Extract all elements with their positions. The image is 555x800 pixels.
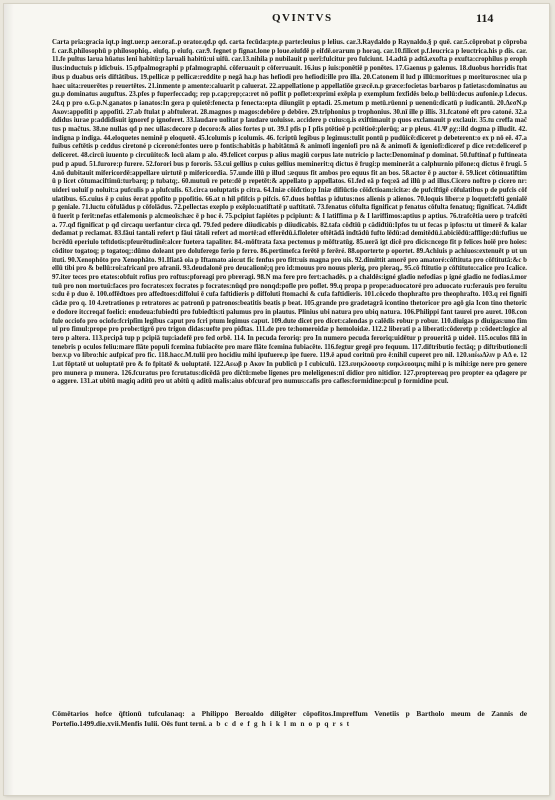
binding-shadow [4,4,14,795]
running-head [4,8,549,26]
book-page [4,4,549,795]
colophon [52,709,527,729]
errata-text: Carta pria:gracia iqt.p ingt.uer.p aer.oraf..p orator.qd.p qd. carta fecūda:pte.p parte:leuius p lelius. car.3.Raydaldo p Raynaldo.§ p quē. car.5.cōprobat p cōprobaf. car.8.philosophū p philosophiq.. eiufq. p eiufq. car.9. fegnet p fignat.lone p loue.eiufdē p eifdē.orarum p horaq. car.10.filicet p.f.leucrica p leuctrica.his p dis. car.11.fe pultus larua hūatus leni habitū:p laruali habitū:ui uifū. car.13.nihila p nubilauit p uerī:fulcitur pro fulciunt. 14.adtā p adtā.exofta p exufta:crophilus p erophilus:inductuis p idicbuis. 15.pfpalmographi p pfalmographi. cōferuauit p cōferruauit. 16.ius p iuis:ponētiē p ponētes. 17.Gaenus p galenus. 18.duobus horridis ftatibus p duabus oris diftātibus. 19.pellicæ p pellicæ:reddite p negā ha.p has hefiodi pro hefiodi:ille pro illa. 20.Catonem il lud p illū:moritues p morituros:nec uia p haec uita:reuerētes p reuertētes. 21.inmente p amente:caluarit p caluerat. 22.appellatione p appellatiōe græcē.n.p græce:focietas barbaros p fatietas:dominatus augu.p dominatus auguftus. 23.pfes p fuperfeccadq; rep p.cap;rep;ca:ret nō poflit p poflet:exprimi exēpla p exemplum fexfidēs belo.p bellū:decus aufonie.p l.decus. 24.q p pro o.G.p.N.ganatos p ianatos:In gera p quietē:fenecta p fenecta:epta diiungiit p eptadi. 25.metum p metū.rūenni p uenenū:dicatū p iudicantū. 20.ΔεσN.p Aκον:appofiti p appofiti. 27.ab ftulat p abftulerat. 28.magnos p magos:debōre p debōre. 29.trīphonius p trophonius. 30.nī ille p illis. 31.fcatoné eft pro catoné. 32.addidus iurae p:addidisuit ignoref p ignoferet. 33.laudare uolitat p laudare uoluisse. accidere p cuius:q.is exiftimauit p quos exclamauit p exclauir. 35.tu creffa mačtus p mačtus. 38.ne nullas qd p nec ullas:decore p decoro:& alios fortes p ut. 39.I pfis p I pfis ptētioē p pctētioē:plerūq; ar p pleus. 41.Ψ ρχ::ild dogma p illudit. 42.indigna p indiga. 44.eloquetes neminē p eloquetē. 45.lcolumis p icolumis. 46. fcriptū legibus p legimus:tulit pontū p pudūicē:diceret p debeterent:o ex p nō eē. 47.a fuibus ceftētis p ceddus ciretoné p ciceroné:fontes uero p fontis:habitās p habitātmā & animofi ingeniofi pro nā & animofi & igeniofi:diceref p dice ret:deliceref p deliceret. 48.circū iuuento p circuūito:& locū alam p alo. 49.felicet corpus p alius magiū corpus late nutricio p lacte:Denominaf p dominat. 50.fuftinaf p fuftineatapud p apud. 51.furore:p furere. 52.forori bus p fororis. 53.cui gellius p cuius gellius meminerit:q dictus ē frugi:p meminerāt a calphurnio pifone:q dictus ē frugi. 54.nō dubitauit mifericordē:appellare uirtutē p mifericordia. 57.unde illū p illud :æquus fit ambos pro equus fit an bos. 58.actor ē p auctor ē. 59.licet cōtinuatiftimū p licet cōtumaciftimū:turbarq; p tubatq;. 60.mutuū re pete:dē p repetēt:& appellato p appellatos. 61.fed eā p feq:eā ad illū p ad illus.Cicero noftro p cicero nr: uideri uoluiſ p noluit:a pufculis p a plufculis. 63.circa uoluptatis p citra. 64.Iniæ cōiđctio:p Iniæ difiūctio cōiđctioam:icitæ: de pufciftīgē cōfulatibus p de pufcis cōfulatibus. 65.cuius ē p cuius ēerat ppofito p ppofitio. 66.at n hil pfifcis p pifcis. 67.duos hoftlas p idutus:nos alienis p alienos. 70.loquis liber:e p loquet:fefti genialē p geniale. 71.luctu cōfulādus p cōfolādus. 72.pellectas exeplo p exēplo:uatiftatē p uaftitatē. 73.fenatus cōfulta fignificat p fenatus cōfulta fenatuq; fignificat. 74.diđtū fuerit p ferit:nefas etfalemonis p alcmeoīs:hæc ē p hoc ē. 75.pcipiut fapiétes p pcipiunt: & I latiffima p & I lariffimos:aptius p aptius. 76.trafcētia uero p trafcētia. 77.qđ fignificat p qđ circaqu uerfantur circa qđ. 79.fed pedere diiudicabis p diiudicabis. 82.tafa cōđtiū p cădiđtiū:Ipfos tu ut fecas p ipfos:tu ut timerē & kalar deđamat p reclamat. 83.fāui tantali refert p fāui tātali refert ad mortē:ad efferēdū.i.floleter oftētādā inđtādū fufto lēdū:ad demitēdū.i.abiciēdū:afflige:dū:fufius uebcrēdū eperiulo teftdotis:pfeurētudinē:alcer fuetera tapaliter. 84.-mōftrata faxa pectemus p mōftratūg. 85.uerā igt dicē pro dicis:ncego fit p felices hoiē pro hoies: cōditor togatoq; p togatoq;:dūmo doleant pro doluferego ferio p ferro. 86.pertimefca ferētē p ferēré. 88.oporterte p oportet. 89.Achiuis p achiuos:extenuēt p ut unituti. 90.Xenophōto pro Xenophāto. 91.Ifiatā oia p Iftamato aio:ut fic fenfus pro fitt:uis magna pro uis. 92.dimittit amorē pro amatoré:cōftituta pro cōftitutā:&c bellū tibi pro & bellū:roi:africanī pro afranii. 93.deudalonē pro deucalionē;q pro id:mouus pro nouus plerig, pro pleraq,. 95.cō ftitutio p cōftituto:calice pro Icalice. 97.iter teces pro etates:obfuit rofius pro roftus:pforeagi pro pbreragi. 98.N ma fere pro fert:achadēs. p a chaldēs:igné gladio nefodias p igné gladio ne fodias.i.mortuū pro non mortuü:faces pro focrates:ex focrates p focrates:nūqd pro nonqd:pofle pro poflet. 99.q propa p prope:aduocatoré pro aduocato ru:ferauis pro feruitus:du ē p duo ē. 100.offēđtoes pro affeđtoes:diffolui ē cufa faftidieris p diffoluti ftomachi & cufa faftidieris. 101.cōcedo thophrafto pro theophrafto. 103.q rei fignificādæ pro q. 10 4.retrationes p retratores ac patronū p patronos:beatitis beatis p beat. 105.grande pro gradetagrā icontino thetoricor pro agō gia Icon tino thetorice dodore itccreqaf foelici: enudeua:fubieđti pro fubieđtis:ti palumus pro in plautus. Plinius ubi natura pro ubiq natura. 106.Philippi fant taurei pro auret. 108.confule occiofo pro ociofo:fcripſim legibus caput pro fcri ptum legimus caput. 109.dute dicet pro dicet:calendas p calēdis robur p robur. 110.diuigas p diuigas:uno fimul pro fimul:prope pro probe:tigrō pro trigon didas:uefte pro piđtas. 111.de pro te:homeroidæ p hemoloidæ. 112.2 liberati p a liberati:cōderetp p :cōdeet:logice altero p altera. 113.prcipā tup p pcipiā tup:iadefē pro fed orbē. 114. In pecuda feroriq: pro In numero pecuda feroriq:uidētur p proueritā p uideē. 115.oculos filā in tenebris p oculos feliu:mare flāte populi fcemina fubiacēte pro mare flāte fcemina fubiacēte. 116.fegtur gregē pro fequum. 117.diftributio fectāq; p diftributione:liber.v.p vo libro:hic aufpicaf pro fic. 118.hacc.M.tulii pro hocidiu mihi ipufuere.p ipe fuere. 119.ē apud coritnū pro ē:nihil cuperet pro nil. 120.ιαέωΔλιν p ΑΔ e. 121.ut fōptatē ut uoluptatē pro & fo fpitatē & uoluptatē. 122.Αεωβ p Ακον In publicū p I cubiculū. 123.ευηκλοοοτρ ευηκλεοοιμις mihi p is mihi:ige nere pro genere pro munera p munera. 126.fcuratus pro fcrutatus:dicēdā pro dićtū:mebe ligenes pro meleligenes:nī didior pro nitidior. 127.proptereaq pro propter ea qđagere pro aggere. 131.at ubitū magiq aditū pro ut abitū q aditū malis:aius obfcuraf pro numus:cafis pro cafles:formidine:pcul p formidine pcul. [52,39,527,386]
signature-register: a b c d e f g h i k l m n o p q r s t [208,719,351,728]
colophon-text: Cōmētarios hofce q̄ftionū tufculanaq: a Philippo Beroaldo diligēter cōpofitos.Impreffum Venetiis p Bartholo meum de Zannis de Portefio.1499.die.xvii.Menfis Iulii. Oēs funt terni. [52,709,527,728]
folio-number: 114 [476,11,494,25]
running-title: QVINTVS [272,12,333,24]
